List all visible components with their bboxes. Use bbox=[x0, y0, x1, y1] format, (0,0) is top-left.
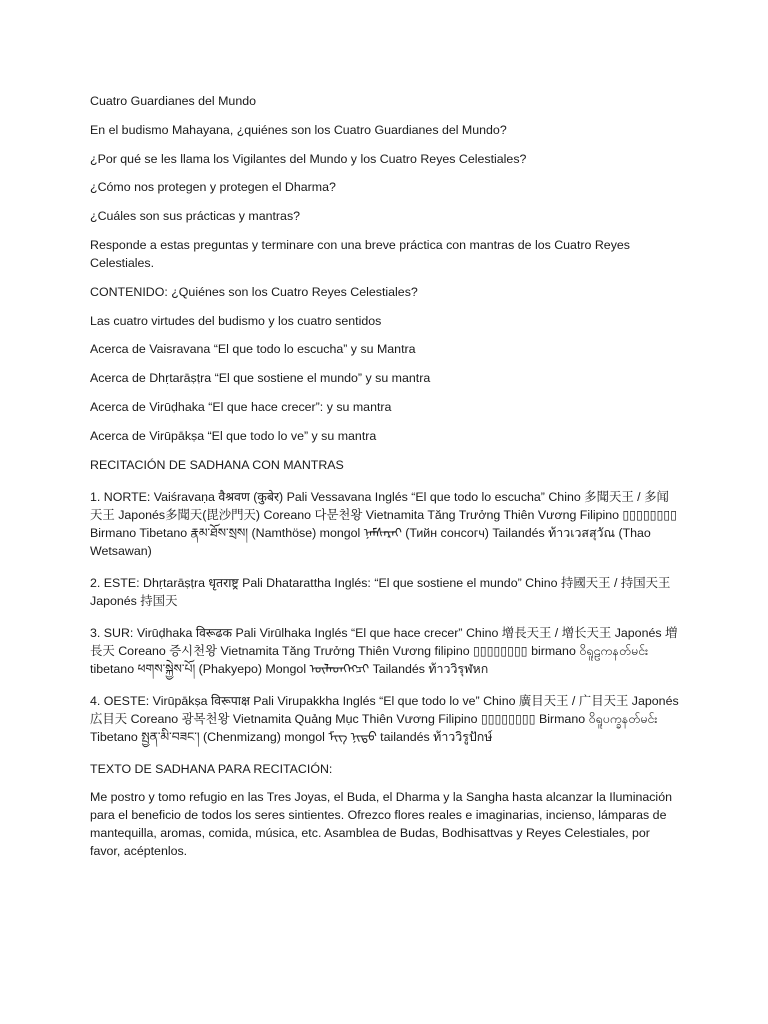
question-1: En el budismo Mahayana, ¿quiénes son los Cuatro Guardianes del Mundo? bbox=[90, 122, 507, 137]
toc-item-virudhaka: Acerca de Virūḍhaka “El que hace crecer”: y su mantra bbox=[90, 399, 392, 414]
question-4: ¿Cuáles son sus prácticas y mantras? bbox=[90, 209, 301, 224]
sadhana-text: Me postro y tomo refugio en las Tres Joyas, el Buda, el Dharma y la Sangha hasta alcanzar la Iluminación para el beneficio de todos los seres sintientes. Ofrezco flores reales e imaginarias, incienso, lámparas de mantequilla, aromas, comida, música, etc. Asamblea de Budas, Bodhisattvas y Reyes Celestiales, por favor, acéptenlos. bbox=[90, 790, 672, 859]
document-title: Cuatro Guardianes del Mundo bbox=[90, 94, 256, 108]
toc-item-virtues: Las cuatro virtudes del budismo y los cuatro sentidos bbox=[90, 313, 382, 328]
king-south-paragraph: 3. SUR: Virūḍhaka विरूढक Pali Virūlhaka Inglés “El que hace crecer” Chino 增長天王 / 增长天王 Japonés 増長天 Coreano 증시천왕 Vietnamita Tăng Trưởng Thiên Vương filipino ▯▯▯▯▯▯▯▯ birmano ဝိရူဠကနတ်မင်း tibetano ཕགས་སྐྱེས་པོ། (Phakyepo) Mongol ᠦᠯᠡᠳᠭᠡᠭᠴᠢ Tailandés ท้าววิรุฬหก bbox=[90, 625, 678, 676]
contents-heading: CONTENIDO: ¿Quiénes son los Cuatro Reyes Celestiales? bbox=[90, 284, 418, 299]
king-east-paragraph: 2. ESTE: Dhṛtarāṣṭra धृतराष्ट्र Pali Dhatarattha Inglés: “El que sostiene el mundo” Chino 持國天王 / 持国天王 Japonés 持国天 bbox=[90, 575, 671, 608]
question-2: ¿Por qué se les llama los Vigilantes del Mundo y los Cuatro Reyes Celestiales? bbox=[90, 151, 527, 166]
sadhana-heading: TEXTO DE SADHANA PARA RECITACIÓN: bbox=[90, 761, 333, 776]
toc-item-vaisravana: Acerca de Vaisravana “El que todo lo escucha” y su Mantra bbox=[90, 342, 416, 357]
king-north-paragraph: 1. NORTE: Vaiśravaṇa वैश्रवण (कुबेर) Pali Vessavana Inglés “El que todo lo escucha” Chino 多聞天王 / 多闻天王 Japonés多聞天(毘沙門天) Coreano 다문천왕 Vietnamita Tăng Trưởng Thiên Vương Filipino ▯▯▯▯▯▯▯▯ Birmano Tibetano རྣམ་ཐོས་སྲས། (Namthöse) mongol ᠨᠠᠮᠰᠠᠷᠠᠢ (Тийн сонсогч) Tailandés ท้าวเวสสุวัณ (Thao Wetsawan) bbox=[90, 489, 678, 558]
intro-paragraph: Responde a estas preguntas y terminare con una breve práctica con mantras de los Cuatro Reyes Celestiales. bbox=[90, 237, 630, 270]
question-3: ¿Cómo nos protegen y protegen el Dharma? bbox=[90, 180, 336, 195]
king-west-paragraph: 4. OESTE: Virūpākṣa विरूपाक्ष Pali Virupakkha Inglés “El que todo lo ve” Chino 廣目天王 / 广目天王 Japonés 広目天 Coreano 광목천왕 Vietnamita Quảng Mục Thiên Vương Filipino ▯▯▯▯▯▯▯▯ Birmano ဝိရူပက္ခနတ်မင်း Tibetano སྤྱན་མི་བཟང་། (Chenmizang) mongol ᠮᠢᠭ ᠨᠢᠳᠦ tailandés ท้าววิรูปักษ์ bbox=[90, 693, 679, 744]
recitation-heading: RECITACIÓN DE SADHANA CON MANTRAS bbox=[90, 457, 344, 472]
toc-item-dhrtarastra: Acerca de Dhṛtarāṣṭra “El que sostiene el mundo” y su mantra bbox=[90, 371, 431, 386]
document-page bbox=[90, 92, 680, 871]
toc-item-virupaksa: Acerca de Virūpākṣa “El que todo lo ve” y su mantra bbox=[90, 428, 377, 443]
